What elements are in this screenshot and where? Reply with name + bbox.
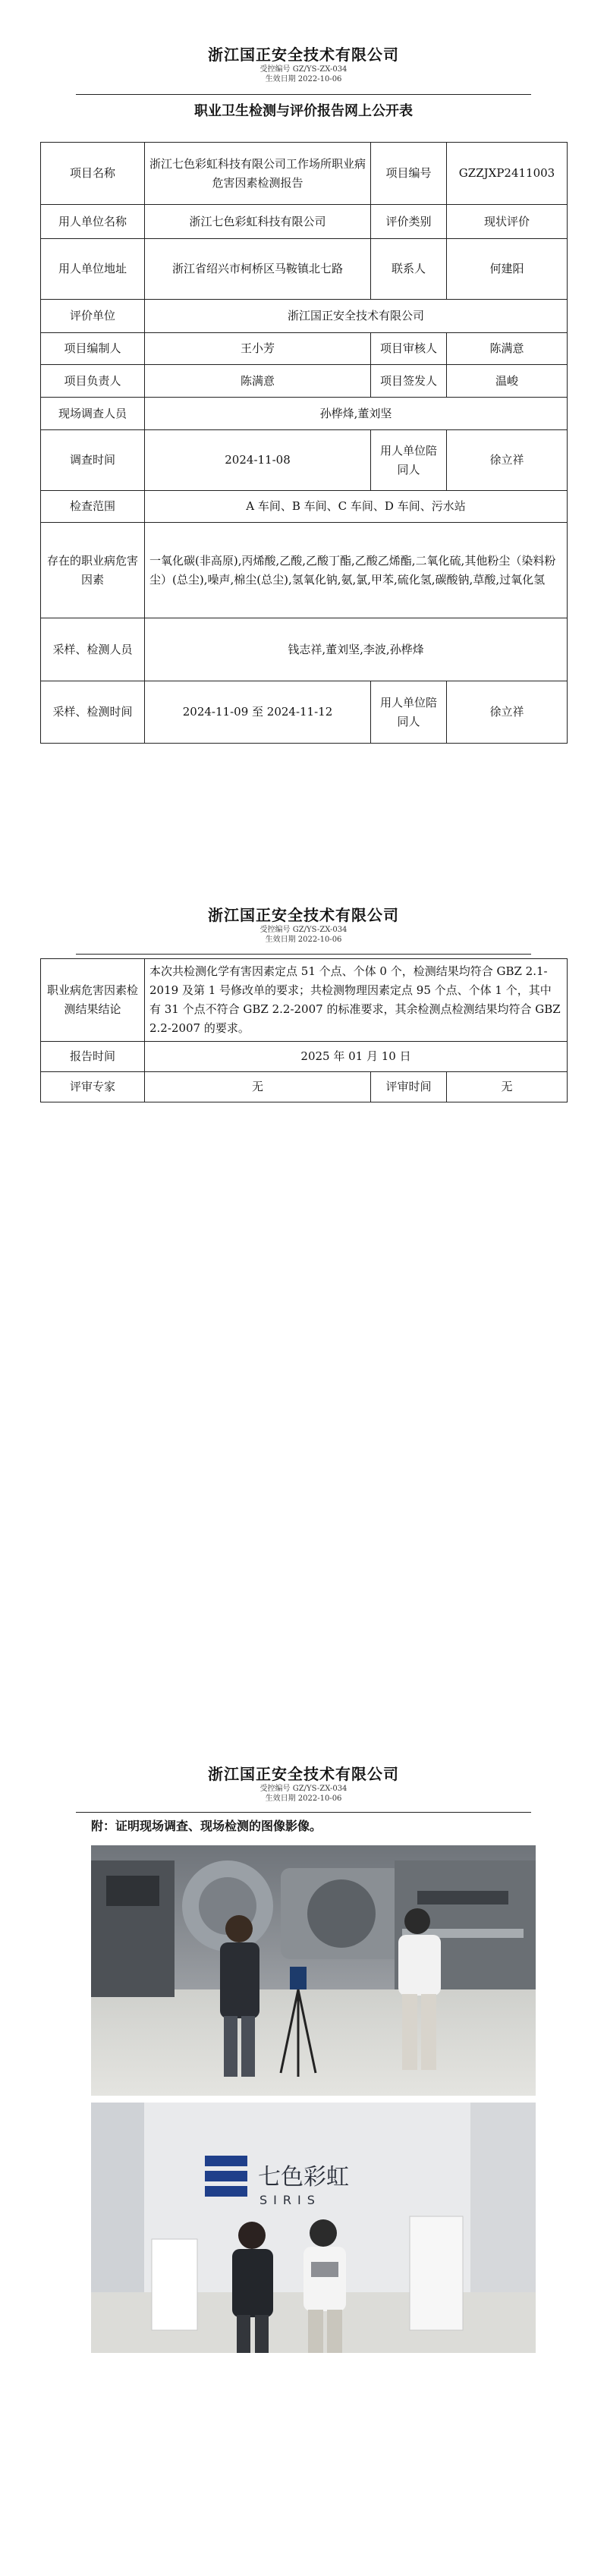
project-name: 浙江七色彩虹科技有限公司工作场所职业病危害因素检测报告 <box>145 143 371 205</box>
cell-label: 用人单位陪同人 <box>371 430 447 491</box>
brand-logo-cn: 七色彩虹 <box>258 2164 349 2191</box>
effective-date: 生效日期 2022-10-06 <box>265 75 342 83</box>
cell-label: 项目编制人 <box>41 333 145 365</box>
employer: 浙江七色彩虹科技有限公司 <box>145 205 371 239</box>
contact: 何建阳 <box>447 239 568 300</box>
page-header <box>0 903 607 945</box>
page-header <box>0 42 607 84</box>
doc-code: 受控编号 GZ/YS-ZX-034 <box>259 1785 348 1793</box>
cell-label: 存在的职业病危害因素 <box>41 523 145 618</box>
effective-date: 生效日期 2022-10-06 <box>265 1794 342 1803</box>
table-row <box>41 959 568 1042</box>
report-time: 2025 年 01 月 10 日 <box>145 1042 568 1072</box>
cell-label: 调查时间 <box>41 430 145 491</box>
table-row <box>41 681 568 744</box>
surveyors: 孙桦烽,董刘坚 <box>145 398 568 430</box>
page-header <box>0 1762 607 1804</box>
cell-label: 项目负责人 <box>41 365 145 398</box>
table-row <box>41 239 568 300</box>
table-row <box>41 143 568 205</box>
conclusion-text: 本次共检测化学有害因素定点 51 个点、个体 0 个，检测结果均符合 GBZ 2.1-2019 及第 1 号修改单的要求；共检测物理因素定点 95 个点、个体 1 个，其中有 31 个点不符合 GBZ 2.2-2007 的标准要求，其余检测点检测结果均符合 GBZ 2.2-2007 的要求。 <box>145 959 568 1042</box>
experts: 无 <box>145 1072 371 1102</box>
cell-label: 项目名称 <box>41 143 145 205</box>
header-rule <box>76 1812 531 1813</box>
cell-label: 采样、检测时间 <box>41 681 145 744</box>
cell-label: 报告时间 <box>41 1042 145 1072</box>
table-row <box>41 618 568 681</box>
cell-label: 采样、检测人员 <box>41 618 145 681</box>
table-row <box>41 1072 568 1102</box>
review-time: 无 <box>447 1072 568 1102</box>
table-row <box>41 398 568 430</box>
cell-label: 检查范围 <box>41 491 145 523</box>
eval-unit: 浙江国正安全技术有限公司 <box>145 300 568 333</box>
address: 浙江省绍兴市柯桥区马鞍镇北七路 <box>145 239 371 300</box>
page-title: 职业卫生检测与评价报告网上公开表 <box>194 103 413 119</box>
survey-time: 2024-11-08 <box>145 430 371 491</box>
company-name: 浙江国正安全技术有限公司 <box>208 1765 399 1783</box>
cell-label: 项目签发人 <box>371 365 447 398</box>
eval-type: 现状评价 <box>447 205 568 239</box>
cell-label: 项目编号 <box>371 143 447 205</box>
table-row <box>41 333 568 365</box>
header-rule <box>76 954 531 955</box>
conclusion-table <box>40 958 568 1102</box>
cell-label: 联系人 <box>371 239 447 300</box>
doc-code: 受控编号 GZ/YS-ZX-034 <box>259 65 348 74</box>
company-name: 浙江国正安全技术有限公司 <box>208 906 399 924</box>
brand-logo-en: SIRIS <box>259 2193 321 2207</box>
table-row <box>41 300 568 333</box>
reviewer: 陈满意 <box>447 333 568 365</box>
table-row <box>41 365 568 398</box>
header-rule <box>76 94 531 95</box>
cell-label: 用人单位地址 <box>41 239 145 300</box>
cell-label: 用人单位名称 <box>41 205 145 239</box>
cell-label: 评价单位 <box>41 300 145 333</box>
cell-label: 评审专家 <box>41 1072 145 1102</box>
project-no: GZZJXP2411003 <box>447 143 568 205</box>
scope: A 车间、B 车间、C 车间、D 车间、污水站 <box>145 491 568 523</box>
sampling-time: 2024-11-09 至 2024-11-12 <box>145 681 371 744</box>
cell-label: 评价类别 <box>371 205 447 239</box>
table-row <box>41 205 568 239</box>
samplers: 钱志祥,董刘坚,李波,孙桦烽 <box>145 618 568 681</box>
compiler: 王小芳 <box>145 333 371 365</box>
doc-code: 受控编号 GZ/YS-ZX-034 <box>259 926 348 934</box>
table-row <box>41 430 568 491</box>
cell-label: 现场调查人员 <box>41 398 145 430</box>
hazards: 一氧化碳(非高原),丙烯酸,乙酸,乙酸丁酯,乙酸乙烯酯,二氧化硫,其他粉尘（染料粉尘）(总尘),噪声,棉尘(总尘),氢氧化钠,氨,氯,甲苯,硫化氢,碳酸钠,草酸,过氧化氢 <box>145 523 568 618</box>
leader: 陈满意 <box>145 365 371 398</box>
table-row <box>41 523 568 618</box>
company-name: 浙江国正安全技术有限公司 <box>208 46 399 64</box>
table-row <box>41 1042 568 1072</box>
cell-label: 职业病危害因素检测结果结论 <box>41 959 145 1042</box>
cell-label: 项目审核人 <box>371 333 447 365</box>
cell-label: 评审时间 <box>371 1072 447 1102</box>
disclosure-table <box>40 142 568 744</box>
cell-label: 用人单位陪同人 <box>371 681 447 744</box>
effective-date: 生效日期 2022-10-06 <box>265 936 342 944</box>
table-row <box>41 491 568 523</box>
appendix-note: 附：证明现场调查、现场检测的图像影像。 <box>91 1819 322 1833</box>
site-survey-photo <box>91 1845 536 2096</box>
accompany: 徐立祥 <box>447 430 568 491</box>
issuer: 温峻 <box>447 365 568 398</box>
accompany-2: 徐立祥 <box>447 681 568 744</box>
site-visit-photo <box>91 2103 536 2353</box>
